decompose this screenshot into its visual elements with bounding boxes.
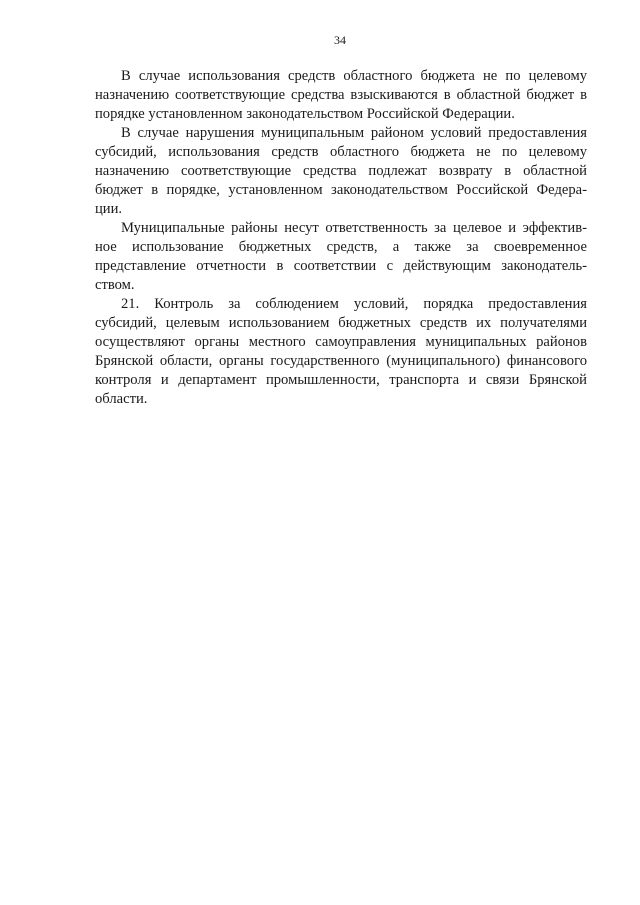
text-line: области. (95, 391, 148, 407)
text-line: контроля и департамент промышленности, транспорта и связи Брянской (95, 372, 587, 388)
text-line: субсидий, использования средств областного бюджета не по целевому (95, 144, 587, 160)
text-line: В случае использования средств областного бюджета не по целевому (121, 68, 587, 84)
text-line: осуществляют органы местного самоуправления муниципальных районов (95, 334, 587, 350)
text-line: ции. (95, 201, 123, 217)
text-line: бюджет в порядке, установленном законодательством Российской Федера- (95, 182, 587, 198)
text-line: 21. Контроль за соблюдением условий, порядка предоставления (121, 296, 587, 312)
paragraph (95, 124, 587, 219)
text-line: представление отчетности в соответствии с действующим законодатель- (95, 258, 587, 274)
paragraph (95, 219, 587, 295)
text-line: Брянской области, органы государственного (муниципального) финансового (95, 353, 587, 369)
text-line: назначению соответствующие средства взыскиваются в областной бюджет в (95, 87, 587, 103)
text-line: Муниципальные районы несут ответственность за целевое и эффектив- (121, 220, 587, 236)
text-line: порядке установленном законодательством Российской Федерации. (95, 106, 515, 122)
text-line: В случае нарушения муниципальным районом условий предоставления (121, 125, 587, 141)
text-line: ством. (95, 277, 135, 293)
paragraph (95, 295, 587, 409)
document-body (95, 67, 587, 409)
text-line: субсидий, целевым использованием бюджетных средств их получателями (95, 315, 587, 331)
page-number: 34 (334, 33, 346, 47)
text-line: ное использование бюджетных средств, а также за своевременное (95, 239, 587, 255)
paragraph (95, 67, 587, 124)
text-line: назначению соответствующие средства подлежат возврату в областной (95, 163, 587, 179)
